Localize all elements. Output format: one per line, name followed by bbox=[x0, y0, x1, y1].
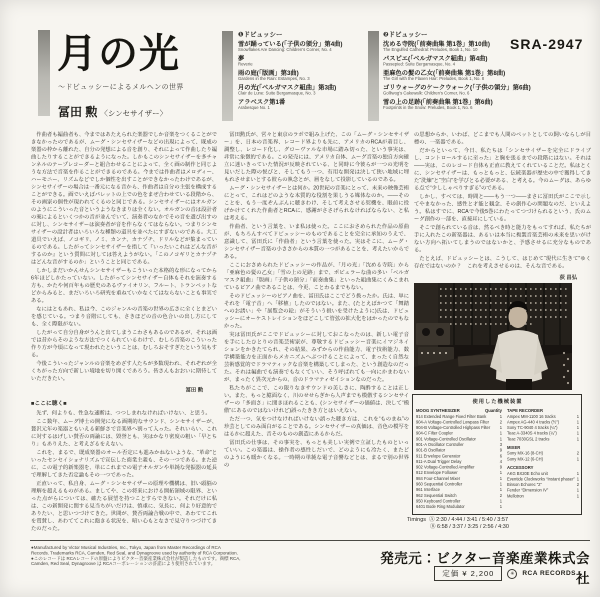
equipment-qty: 1 bbox=[499, 425, 502, 431]
catalog-number: SRA-2947 bbox=[510, 36, 584, 52]
equipment-qty: 2 bbox=[576, 482, 579, 488]
equipment-name: 961 Interface bbox=[416, 487, 440, 493]
liner-paragraph: ムーグ・シンセサイザーとは何か。20世紀の音楽にとって、未来の映像芸術にとって、これはどのような本質的な役割を果しうる媒体なのか。――そのことを、もう一度ぞんぶんに聴きわけ、そして考えさせる契機を、眼前に投げかけてくれた作曲者とRCAに、感謝がささげられなければならない、と私は考える。 bbox=[224, 185, 409, 221]
liner-paragraph: なにはともあれ、私は今、このジャンルの音楽の世界の広さに全くとまどいを感じている。つまり音階にしても、さきほどの音の色合いの出し方にしても、全く際限がない。 bbox=[31, 306, 217, 327]
equipment-name: AKG BX20E Echo unit bbox=[507, 471, 548, 476]
track-title-en: Snowflakes Are Dancing: Children's Corner, No. 4 bbox=[238, 47, 332, 52]
track-title-jp: ゴリウォーグのケークウォーク(「子供の領分」第6曲) bbox=[383, 84, 531, 91]
side1-tracklist bbox=[238, 29, 368, 114]
rca-seal-icon: ✳ bbox=[507, 569, 517, 579]
liner-paragraph: だからといって、今日、私たちは「シンセサイザーを完全にドライブし、コントロールするに至った」と胸を張るまでの段階にはない。それは――実は、このレコード自体も正直に教えてくれていることだ。私はとくに、シンセサイザーは、もっともっと、伝統楽器が歴史の中で獲得してきた“洗煉”と“空白”を学びとる必要がある、と考える。今のムーグは、あらゆる点で“少ししゃべりすぎる”のである。 bbox=[414, 147, 591, 191]
footer-divider bbox=[30, 540, 590, 541]
equipment-name: Binson Echorec “2” bbox=[507, 482, 542, 488]
track-item bbox=[383, 99, 563, 110]
timings-label: Timings bbox=[407, 516, 427, 523]
mixer-items bbox=[507, 451, 579, 462]
track-title-en: Passepied: Suite Bergamasque, No. 4 bbox=[383, 61, 456, 67]
track-title-en: Gardens in the Rain: Estampes, No. 3 bbox=[238, 76, 310, 81]
track-title-jp: 雪の上の足跡(「前奏曲集 第1巻」第6曲) bbox=[383, 98, 493, 106]
equipment-qty: 9 bbox=[499, 448, 502, 453]
liner-paragraph: これを、まるで、既成楽器のオール否定にも進みかねないような、“革命”といったセンセイショナリズムで宣伝した商業主義も、その一つである。また逆に、この電子的新楽器を、単にこれまでの電子オルガンや単純な発振器の延長で理解してきた否定論もその一つであった。 bbox=[31, 449, 217, 478]
timings bbox=[407, 516, 597, 530]
equipment-row bbox=[416, 504, 502, 510]
track-item bbox=[383, 85, 563, 96]
equipment-qty: 6 bbox=[499, 453, 502, 459]
equipment-name: Ampex AG-440 4 tracks (½") bbox=[507, 419, 559, 425]
equipment-qty: 1 bbox=[499, 414, 502, 419]
equipment-qty: 1 bbox=[576, 436, 579, 442]
artist-name bbox=[58, 103, 167, 120]
side1-accent-bar bbox=[222, 31, 233, 121]
equipment-qty: 1 bbox=[499, 504, 502, 510]
equipment-qty: 1 bbox=[576, 425, 579, 431]
track-title-en: The Engulfed Cathedral: Preludes, Book 1, No. 10 bbox=[383, 47, 478, 52]
equipment-row bbox=[507, 456, 579, 462]
track-title-jp: 雪が踊っている(「子供の領分」第4曲) bbox=[238, 40, 343, 48]
equipment-name: 6401 Bode Ring Modulator bbox=[416, 504, 465, 510]
equipment-name: Eventide Clockworks “Instant phaser” bbox=[507, 476, 575, 482]
liner-paragraph: しかしまだいかんせんシンセサイザーもこういった本格的な形になってから6年ほどしかたっていない。したがってシンセサイザー自体もそれを演奏する方も、かたや何百年もの歴史のあるヴァイオリン、フルート、トランペットなどからみると、まだいろいろ研究を重ねていかなくてはならないことも事実である。 bbox=[31, 267, 217, 304]
price-badge: 定価 ¥ 2,200 bbox=[434, 566, 502, 581]
equipment-name: Ampex MM-1100 16 tracks bbox=[507, 414, 556, 419]
equipment-name: Sony TC-9040 4 tracks (¼") bbox=[507, 425, 558, 431]
equipment-qty: 1 bbox=[576, 414, 579, 419]
equipment-qty: 1 bbox=[576, 488, 579, 493]
equipment-qty: 4 bbox=[499, 459, 502, 464]
equipment-qty: 1 bbox=[576, 431, 579, 436]
equipment-title: 使用した機械装置 bbox=[472, 398, 523, 405]
liner-paragraph: しかし、すべては、時間と――もう一つ――まさに冨田氏がここで示してやまなかった、感性と才能と観念、その創作心の問題なのだ、といえよう。私はすでに、RCAで今後5巻にわたってつづけられるという、氏のムーグ創作の一部を、直接耳にしている。 bbox=[414, 193, 591, 222]
fine-print-line: ●このレコードは RCAレコードの原盤によりビクター音楽産業株式会社が製造したものです。商標 RCA, bbox=[31, 555, 241, 561]
track-item bbox=[238, 56, 368, 67]
equipment-name: Mellotron bbox=[507, 493, 524, 499]
liner-paragraph: 実は冨田氏がここでドビュッシーに対しておこなったのは、新しい電子音を手にしたひとりの音楽芸術家が、尊敬するドビュッシー音楽にイマジネイションをかきたてられ、その結果、みずからの作曲能力、電子技術能力、数学構築能力を正面からメカニズムへぶつけることによって、まったく自然な芸術感覚的でドラマティックな音楽を構築してしまった、という創造なのだった。それは編曲でも演奏でもなくていい、そう呼ばれても一向にかまわないが、まったく異次元からの、音のドラマティゼイションなのだった。 bbox=[224, 331, 409, 383]
equipment-qty: 1 bbox=[499, 436, 502, 442]
track-title-jp: 亜麻色の髪の乙女(「前奏曲集 第1巻」第8曲) bbox=[383, 69, 506, 77]
liner-notes-column-3 bbox=[414, 131, 591, 281]
liner-paragraph: ただ一つ、気をつけなければいけない誤った聴き方は、これを“ものまね”の珍芸としてのみ面白がることである。シンセサイザーの真価は、音色の模写をはるかに超えた、音そのものの創造にあるからだ。 bbox=[224, 416, 409, 437]
fine-print-line: ●Manufactured by Victor Musical Industries, Inc., Tokyo, Japan from Master Recordings of RCA bbox=[31, 545, 221, 550]
album-subtitle: 〜ドビュッシーによるメルヘンの世界 bbox=[58, 84, 184, 91]
artist-instrument: 〈シンセサイザー〉 bbox=[100, 109, 168, 118]
equipment-name: Teac A-3340S 4 tracks (¼") bbox=[507, 431, 557, 436]
equipment-qty: 2 bbox=[499, 493, 502, 498]
equipment-name: 904-C Filter Coupler bbox=[416, 431, 453, 436]
equipment-qty: 1 bbox=[576, 476, 579, 482]
equipment-name: 901-A Oscillator Controller bbox=[416, 442, 464, 447]
mixer-header: MIXER bbox=[507, 444, 521, 450]
liner-paragraph: したがって自分自身がうんと出てしまうこわさもあるのであるが、それは画では昔からそのような方法でつくられているわけで、むしろ音楽のこういった作り方が今頃になって現われたということは、むしろおそすぎたという気もする。 bbox=[31, 329, 217, 358]
fine-print-line: Camden, Red Seal, Dynagroove は RCAコーポレーションの許諾により使用されています。 bbox=[31, 561, 216, 567]
equipment-name: 901-B Oscillator bbox=[416, 448, 446, 453]
equipment-name: 901 Voltage-Controlled Oscillator bbox=[416, 436, 476, 442]
liner-paragraph: 作曲者、という言葉を、いま私は使った。ここにおさめられた作品の原曲が、もちろんすべてドビュッシーのものであることを完全に承知のうえで、意識して、冨田氏に「作曲者」という言葉を使った。実はそこに、ムーグ・シンセサイザー音楽の小ささからの本質の一つがあることを、考えたいからである。 bbox=[224, 223, 409, 260]
liner-paragraph: の思想からか、いわば、どこまでも人間のペットとしての飼いならしが目標の、一楽器である。 bbox=[414, 131, 591, 145]
track-title-jp: 雨の庭(「版画」第3曲) bbox=[238, 69, 299, 77]
equipment-qty: 1 bbox=[576, 456, 579, 462]
equipment-qty: 1 bbox=[499, 498, 502, 504]
liner-paragraph: ここにおさめられたドビュッシーの作品が、「月の光」「沈める寺院」から「亜麻色の髪の乙女」「雪の上の足跡」まで、ポピュラーな曲の多い「ベルガマスク組曲」「版画」「子供の領分」「前奏曲集」といった組曲集にくみこまれているピアノ曲であることは、今更、ことわるまでもない。 bbox=[224, 262, 409, 291]
equipment-name: 912 Envelope Follower bbox=[416, 470, 458, 476]
liner-paragraph: 先ず、何よりも、性急な速断は、つつしまれなければいけない、と思う。 bbox=[36, 410, 211, 416]
track-title-en: Arabesque No. 1 bbox=[238, 105, 270, 110]
track-item bbox=[383, 70, 563, 81]
liner-paragraph: 作曲者も編曲者も、今まではあたえられた楽器でしか音楽をつくることができなかったのであるが、ムーグ・シンセサイザーなどの出現によって、既成の楽器の枠から離れた、自分の発想による音を創り、それによって作曲したり編曲したりすることができるようになった。しかもこのシンセサイザーを多チャンネルのテープレコーダーと組合わせることによって、全く画の制作と同じような方法で音楽を作ることができるのである。今までは作曲者はメロディー、ハーモニー、リズムなどでしか個性を出すことができなかったわけであるが、シンセサイザーの場合は一番元になる音から、作曲者は自分の主張を構成することができる。画でいえばパレットの上での色をまぜ合わせている段階から、その画家の個性が現われてくるのと同じである。シンセサイザーにはオルガンのようにこういった音というようなきまりは全くない。オルガンの音は設計者の案によるといくつかの音が並んでいて、演奏者のなかでその音を選び出すのに対し、シンセサイザーは演奏者が音を作らなくてはならない。つまりシンセサイザーの設計者はいろいろな種類の道具を並べたにすぎないのである。大工道具でいえば、ノコギリ、ノミ、カンナ、カナヅチ、ドリルなどが集まっているのである。したがってシンセサイザーを指して『いったいこれはどんな音がするのか』という質問に対しては答えようがない。「このノコギリとカナヅチはどんな音がするのか」ということと同じである。 bbox=[31, 131, 217, 265]
equipment-other-column bbox=[507, 408, 579, 510]
side2-accent-bar bbox=[368, 31, 379, 121]
equipment-name: 960 Sequential Controller bbox=[416, 482, 463, 487]
track-item bbox=[238, 70, 368, 81]
track-title-jp: パスピエ(「ベルガマスク組曲」第4曲) bbox=[383, 55, 488, 62]
equipment-qty: 1 bbox=[499, 470, 502, 476]
equipment-qty: 1 bbox=[499, 487, 502, 493]
track-title-en: Clair de Lune: Suite Bergamasque, No. 3 bbox=[238, 90, 316, 96]
equipment-name: 902 Voltage-Controlled Amplifier bbox=[416, 465, 475, 470]
artist: 冨田 勲 bbox=[58, 105, 98, 119]
equipment-box bbox=[412, 394, 582, 515]
liner-paragraph: 冨田勲氏が、営々と東京のラボで組み上げた、この「ムーグ・シンセサイザー」を、日本の音楽界、レコード界よりも先に、アメリカのRCAが着目し、調整し、レコード化し、グローヴァルな市場に踏み切った、という事実は、非常に象徴的である。この発売には、アメリカ自体、ムーグ音楽の独自方向確立に迷いきっていた情況が反映されている、と同時に今彼らが一つの光明を見いだした際の悦びと、そしてもう一つ、有用な開発は決して狭い地域に埋もれさせまいとする彼らの執念とが、層をなして投影しているのである。 bbox=[224, 131, 409, 183]
accessory-items bbox=[507, 471, 579, 499]
equipment-qty: 9 bbox=[499, 465, 502, 470]
section-title: ■ここに聴く■ bbox=[31, 400, 67, 407]
track-item bbox=[238, 99, 368, 110]
equipment-name: 950 Keyboard Controller bbox=[416, 498, 461, 504]
equipment-qty: 1 bbox=[499, 482, 502, 487]
equipment-name: 904-A Voltage-Controlled Lowpass Filter bbox=[416, 419, 490, 425]
equipment-name: 914 Extended Range Fixed Filter Bank bbox=[416, 414, 487, 419]
liner-notes-column-1 bbox=[31, 131, 217, 536]
equipment-name: 911-A Dual Trigger Delay bbox=[416, 459, 462, 464]
liner-paragraph: 冨田氏の仕事は、その事実を、もっとも美しい実例で立証したものといっていい。この楽器は、操作者の感性しだいで、どのようにも冷たく、またどのようにも暖かくなる。一時期の単純な電子音響などとは、まるで別の世界の bbox=[224, 439, 409, 468]
moog-items bbox=[416, 414, 502, 510]
track-title-en: Reverie bbox=[238, 61, 253, 67]
liner-paragraph: そのドビュッシーのピアノ曲を、冨田氏はここでどう扱ったか。氏は、単にそれを「電子音」へ「移植」したのではない。また、(たとえばかつて「舞踏へのお誘い」や「展覧会の絵」がそういう扱いを受けたように)氏は、ドビュッシーにオーケストレイションをほどこして管弦の拡大化をはかったのでもなかった。 bbox=[224, 293, 409, 329]
title-accent-bar bbox=[38, 30, 50, 116]
liner-paragraph: たとえば、ドビュッシーとは、こうして、はじめて“現代に生きて”ゆく存在ではないのか？ これを考えさせるのは、そんな音である。 bbox=[414, 255, 591, 269]
equipment-qty: 3 bbox=[499, 442, 502, 447]
tape-recorder-items bbox=[507, 414, 579, 442]
equipment-qty: 1 bbox=[576, 493, 579, 499]
equipment-name: 984 Four-Channel Mixer bbox=[416, 476, 461, 481]
equipment-qty: 2 bbox=[576, 451, 579, 456]
liner-paragraph: そこで創られている音は、然るべき時と能力をもってすれば、私たちが手に入れたこの新楽器は、あるいは本当に複製音楽芸術の未来を思いがけない方向へ拓いてしまうのではないかと、予感させるに充分なものである。 bbox=[414, 224, 591, 253]
manufacturing-fine-print bbox=[31, 545, 301, 567]
track-title-jp: アラベスク第1番 bbox=[238, 98, 286, 106]
equipment-qty: 1 bbox=[499, 431, 502, 436]
track-title-jp: 沈める寺院(「前奏曲集 第1巻」第10曲) bbox=[383, 40, 490, 48]
side1-header: ❶ドビュッシー bbox=[238, 30, 283, 38]
moog-header: MOOG SYNTHESIZER bbox=[416, 408, 460, 413]
equipment-row bbox=[507, 436, 579, 442]
timings-side-a bbox=[407, 516, 597, 523]
equipment-name: Fender “Dimension IV” bbox=[507, 488, 549, 493]
accessory-header: ACCESSORY bbox=[507, 465, 534, 471]
track-title-en: The Girl with the Flaxen Hair: Preludes, Book 1, No. 8 bbox=[383, 76, 485, 81]
equipment-qty: 1 bbox=[576, 471, 579, 476]
side2-header: ❷ドビュッシー bbox=[383, 30, 428, 38]
liner-paragraph: 今後こういったジャンルの音楽をめざす人たちが多数現われ、それぞれが全くちがった方向で新しい境地を切り開くであろう。皆さんもおおいに期待していただきたい。 bbox=[31, 360, 217, 382]
track-item bbox=[238, 41, 368, 52]
tape-recorder-header: TAPE RECORDER bbox=[507, 408, 543, 413]
equipment-name: 911 Envelope Generator bbox=[416, 453, 461, 459]
track-item bbox=[238, 85, 368, 96]
track-title-en: Golliwog's Cakewalk: Children's Corner, No. 6 bbox=[383, 90, 470, 96]
equipment-name: Teac 7030GSL 2 tracks bbox=[507, 436, 550, 442]
critic-signature: 荻 昌弘 bbox=[559, 274, 577, 281]
track-title-jp: 月の光(「ベルガマスク組曲」第3曲) bbox=[238, 84, 337, 91]
album-title: 月の光 bbox=[57, 32, 180, 76]
timings-side-b: Ⓑ 6:58 / 3:37 / 3:25 / 2:56 / 4:30 bbox=[430, 523, 509, 530]
tomita-signature: 冨田 勲 bbox=[185, 387, 203, 393]
side1-tracks bbox=[238, 41, 368, 110]
equipment-qty: 2 bbox=[499, 419, 502, 425]
price-row bbox=[400, 566, 590, 581]
equipment-name: Sony MX-12 (6-CH) bbox=[507, 456, 543, 462]
equipment-name: Sony MX-16 (8-CH) bbox=[507, 451, 543, 456]
equipment-name: 904-B Voltage-Controlled Highpass Filter bbox=[416, 425, 491, 431]
equipment-moog-column bbox=[416, 408, 502, 510]
equipment-qty: 1 bbox=[576, 419, 579, 425]
rca-records-label: RCA RECORDS bbox=[522, 570, 576, 577]
artist-photo bbox=[414, 283, 572, 390]
equipment-qty: 1 bbox=[499, 476, 502, 481]
liner-paragraph: ここ数年、ムーグ博士の開発になる画期的なサウンド、シンセサイザーが、贅沢元年の楽器ともいえる新鮮さで音楽界へ割って入った。それいらい、これに対するはげしい賛否の両論には、毀誉とも、実はかなり密度の粗い「早とちり」もありえた、と考えざるをえない。 bbox=[31, 418, 217, 447]
liner-paragraph: 正直いって、私自身、ムーグ・シンセサイザーの原理や機構は、旧い頭脳の理解を超えるものがある。ましてや、この将来における開拓領域の限界、といった点がらについては、確たる展望を持つことすらできない。それだけに私は、この新開発に関する見当ちがいだけは、慎重に、気長に、何より好意的でありたい、と思いつづけてきた。世間が、賛否両論合戦の中で、あわててこれを賞賛し、あわててこれに飽きる状況を、暗い心もとなさで見守りつづけてきたのだった。 bbox=[31, 480, 217, 532]
liner-paragraph: 私たちがここで、この限りなきサウンドの美しさに、陶酔することは正しい。また、もっと臆面なく、川のせせらぎから人声までも模倣するシンセサイザーの「多面さ」に聞きほれることも、(シンセサイザーの価値は、決して“模倣”にあるのではないけれど)誤ったきき方とはいえない。 bbox=[224, 385, 409, 414]
equipment-name: 962 Sequential Switch bbox=[416, 493, 457, 498]
equipment-row bbox=[507, 493, 579, 499]
moog-qty-header: Quantity bbox=[485, 408, 502, 413]
track-title-jp: 夢 bbox=[238, 55, 245, 62]
track-title-en: Footprints in the Snow: Preludes, Book 1, No. 6 bbox=[383, 105, 473, 110]
distributor: 発売元：ビクター音楽産業株式会社 bbox=[380, 551, 590, 586]
fine-print-line: Records. Trademarks RCA, Camden, Red Seal, and Dynagroove used by authority of RCA Corporation. bbox=[31, 550, 238, 556]
timings-values-a: Ⓐ 2:30 / 4:44 / 3:41 / 5:40 / 3:57 bbox=[429, 516, 509, 523]
track-item bbox=[383, 56, 563, 67]
liner-notes-column-2 bbox=[224, 131, 409, 536]
